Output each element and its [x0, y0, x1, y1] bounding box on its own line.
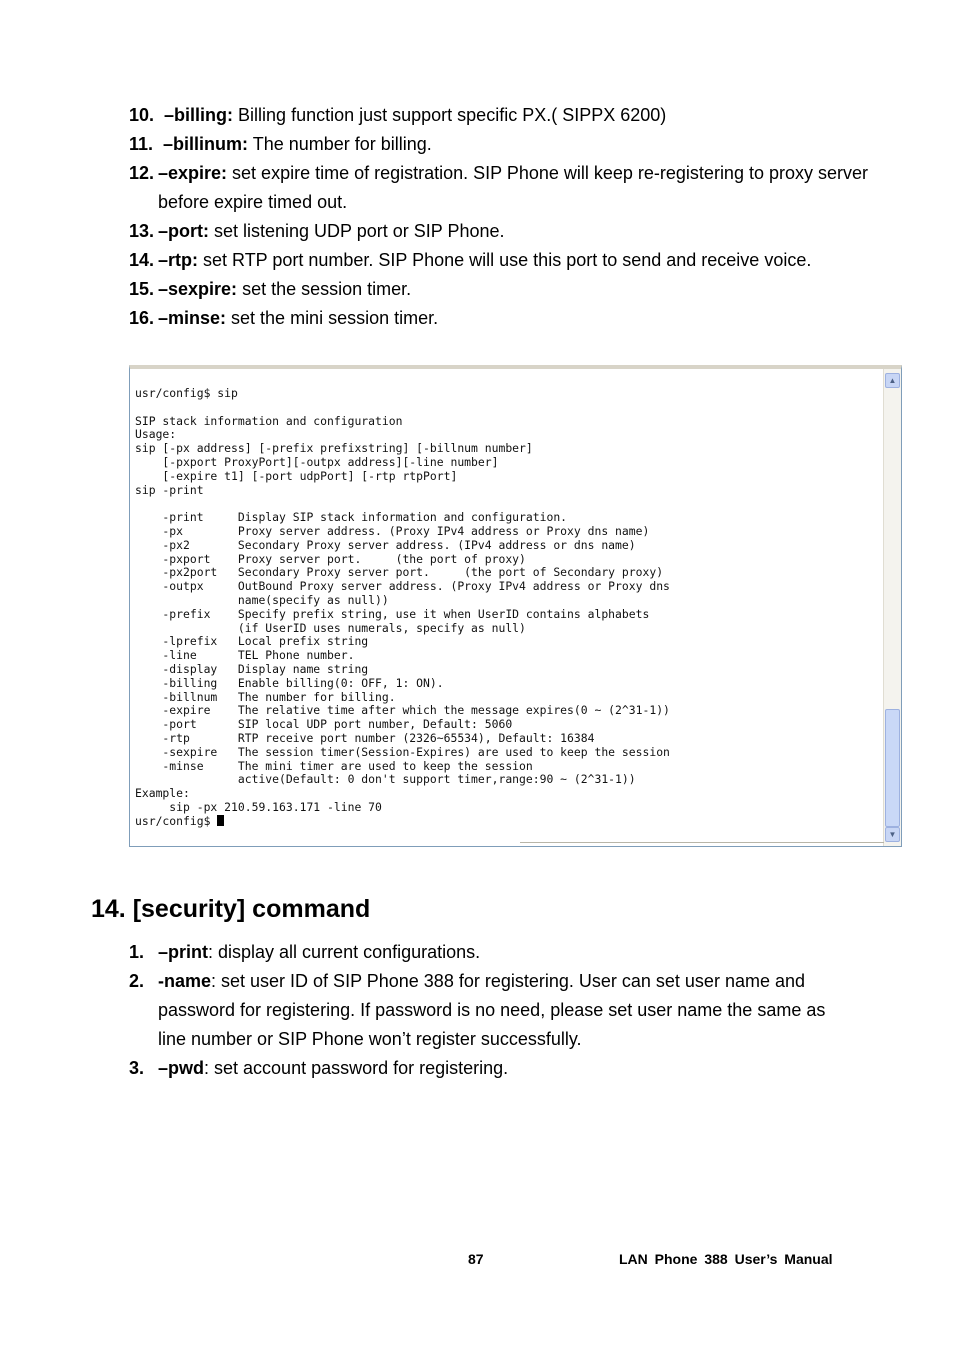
section-title: 14. [security] command	[91, 895, 371, 923]
item-term: –rtp:	[158, 250, 198, 270]
scroll-up-icon[interactable]: ▲	[885, 373, 900, 388]
item-number: 13.	[129, 221, 155, 241]
item-text: set the mini session timer.	[226, 308, 439, 328]
terminal-text: usr/config$ sip SIP stack information and configuration Usage: sip [-px address] [-prefix prefixstring] [-billnum number] [-pxport ProxyPort][-outpx address][-line number] [-expire t1] [-port udpPort] [-rtp rtpPort] sip -print -print Display SIP stack information and configuration. -px Proxy server address. (Proxy IPv4 address or Proxy dns name) -px2 Secondary Proxy server address. (IPv4 address or dns name) -pxport Proxy server port. (the port of proxy) -px2port Secondary Proxy server port. (the port of Secondary proxy) -outpx OutBound Proxy server address. (Proxy IPv4 address or Proxy dns name(specify as null)) -prefix Specify prefix string, use it when UserID contains alphabets (if UserID uses numerals, specify as null) -lprefix Local prefix string -line TEL Phone number. -display Display name string -billing Enable billing(0: OFF, 1: ON). -billnum The number for billing. -expire The relative time after which the message expires(0 ~ (2^31-1)) -port SIP local UDP port number, Default: 5060 -rtp RTP receive port number (2326~65534), Default: 16384 -sexpire The session timer(Session-Expires) are used to keep the session -minse The mini timer are used to keep the session active(Default: 0 don't support timer,range:90 ~ (2^31-1)) Example: sip -px 210.59.163.171 -line 70	[135, 386, 670, 814]
list-item	[0, 304, 868, 333]
terminal-prompt: usr/config$	[135, 813, 218, 828]
item-text: The number for billing.	[248, 134, 432, 154]
manual-title: LAN Phone 388 User’s Manual	[619, 1251, 833, 1267]
item-number: 16.	[129, 308, 155, 328]
item-term: –billinum:	[163, 134, 249, 154]
item-text: : set account password for registering.	[204, 1058, 509, 1078]
item-term: –billing:	[164, 105, 234, 125]
list-item	[0, 159, 868, 217]
item-term: –expire:	[158, 163, 228, 183]
item-number: 14.	[129, 250, 155, 270]
list-item	[0, 130, 839, 159]
item-number: 15.	[129, 279, 155, 299]
terminal-output	[135, 387, 670, 829]
status-bar	[520, 842, 884, 846]
sip-options-list	[0, 101, 868, 333]
item-text: set expire time of registration. SIP Phone will keep re-registering to proxy server before expire timed out.	[158, 163, 868, 212]
list-item	[0, 938, 858, 967]
vertical-scrollbar[interactable]	[883, 369, 901, 846]
item-number: 11.	[129, 134, 154, 154]
security-options-list	[0, 938, 858, 1083]
item-number: 2.	[129, 971, 145, 991]
scrollbar-thumb[interactable]	[885, 709, 900, 827]
item-term: –minse:	[158, 308, 227, 328]
item-text: : display all current configurations.	[208, 942, 481, 962]
item-term: -name	[158, 971, 212, 991]
list-item	[0, 275, 868, 304]
list-item	[0, 967, 858, 1054]
item-term: –sexpire:	[158, 279, 238, 299]
item-text: Billing function just support specific PX.( SIPPX 6200)	[233, 105, 667, 125]
list-item	[0, 101, 839, 130]
item-text: set the session timer.	[237, 279, 412, 299]
item-number: 3.	[129, 1058, 145, 1078]
page-number: 87	[468, 1251, 484, 1267]
list-item	[0, 1054, 858, 1083]
item-term: –port:	[158, 221, 209, 241]
list-item	[0, 246, 868, 275]
cursor	[217, 815, 224, 826]
item-number: 10.	[129, 105, 155, 125]
item-term: –pwd	[158, 1058, 205, 1078]
item-number: 1.	[129, 942, 145, 962]
item-number: 12.	[129, 163, 155, 183]
terminal-screenshot	[129, 365, 902, 847]
list-item	[0, 217, 868, 246]
scroll-down-icon[interactable]: ▼	[885, 827, 900, 842]
item-text: set listening UDP port or SIP Phone.	[209, 221, 505, 241]
item-text: set RTP port number. SIP Phone will use this port to send and receive voice.	[198, 250, 812, 270]
item-text: : set user ID of SIP Phone 388 for registering. User can set user name and password for registering. If password is no need, please set user name the same as line number or SIP Phone won’t register successfully.	[158, 971, 826, 1049]
item-term: –print	[158, 942, 209, 962]
